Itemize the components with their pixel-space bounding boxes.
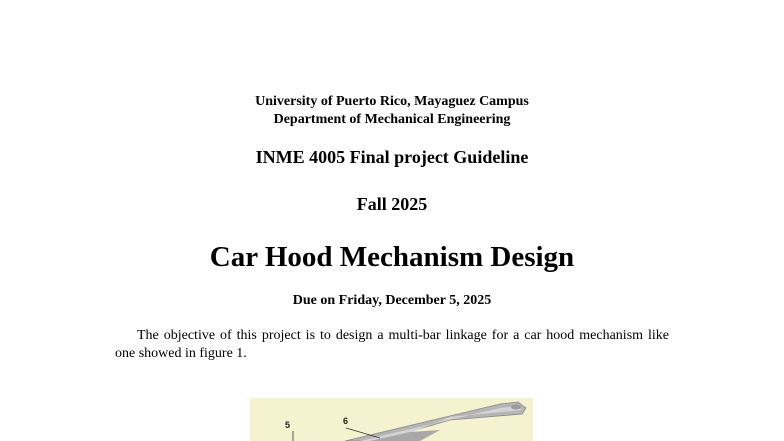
course-guideline-heading: INME 4005 Final project Guideline xyxy=(255,147,529,167)
objective-paragraph: The objective of this project is to design a multi-bar linkage for a car hood mechanism like one showed in figure 1. xyxy=(115,328,669,361)
university-name: University of Puerto Rico, Mayaguez Campus xyxy=(255,94,529,109)
document-title: Car Hood Mechanism Design xyxy=(209,241,575,273)
figure-label-6: 6 xyxy=(343,416,349,426)
department-name: Department of Mechanical Engineering xyxy=(273,112,511,127)
hood-mechanism-figure xyxy=(250,398,533,441)
figure-label-5: 5 xyxy=(285,420,291,430)
due-date: Due on Friday, December 5, 2025 xyxy=(292,293,492,308)
hood-mechanism-illustration xyxy=(250,398,533,441)
term-heading: Fall 2025 xyxy=(356,194,428,214)
